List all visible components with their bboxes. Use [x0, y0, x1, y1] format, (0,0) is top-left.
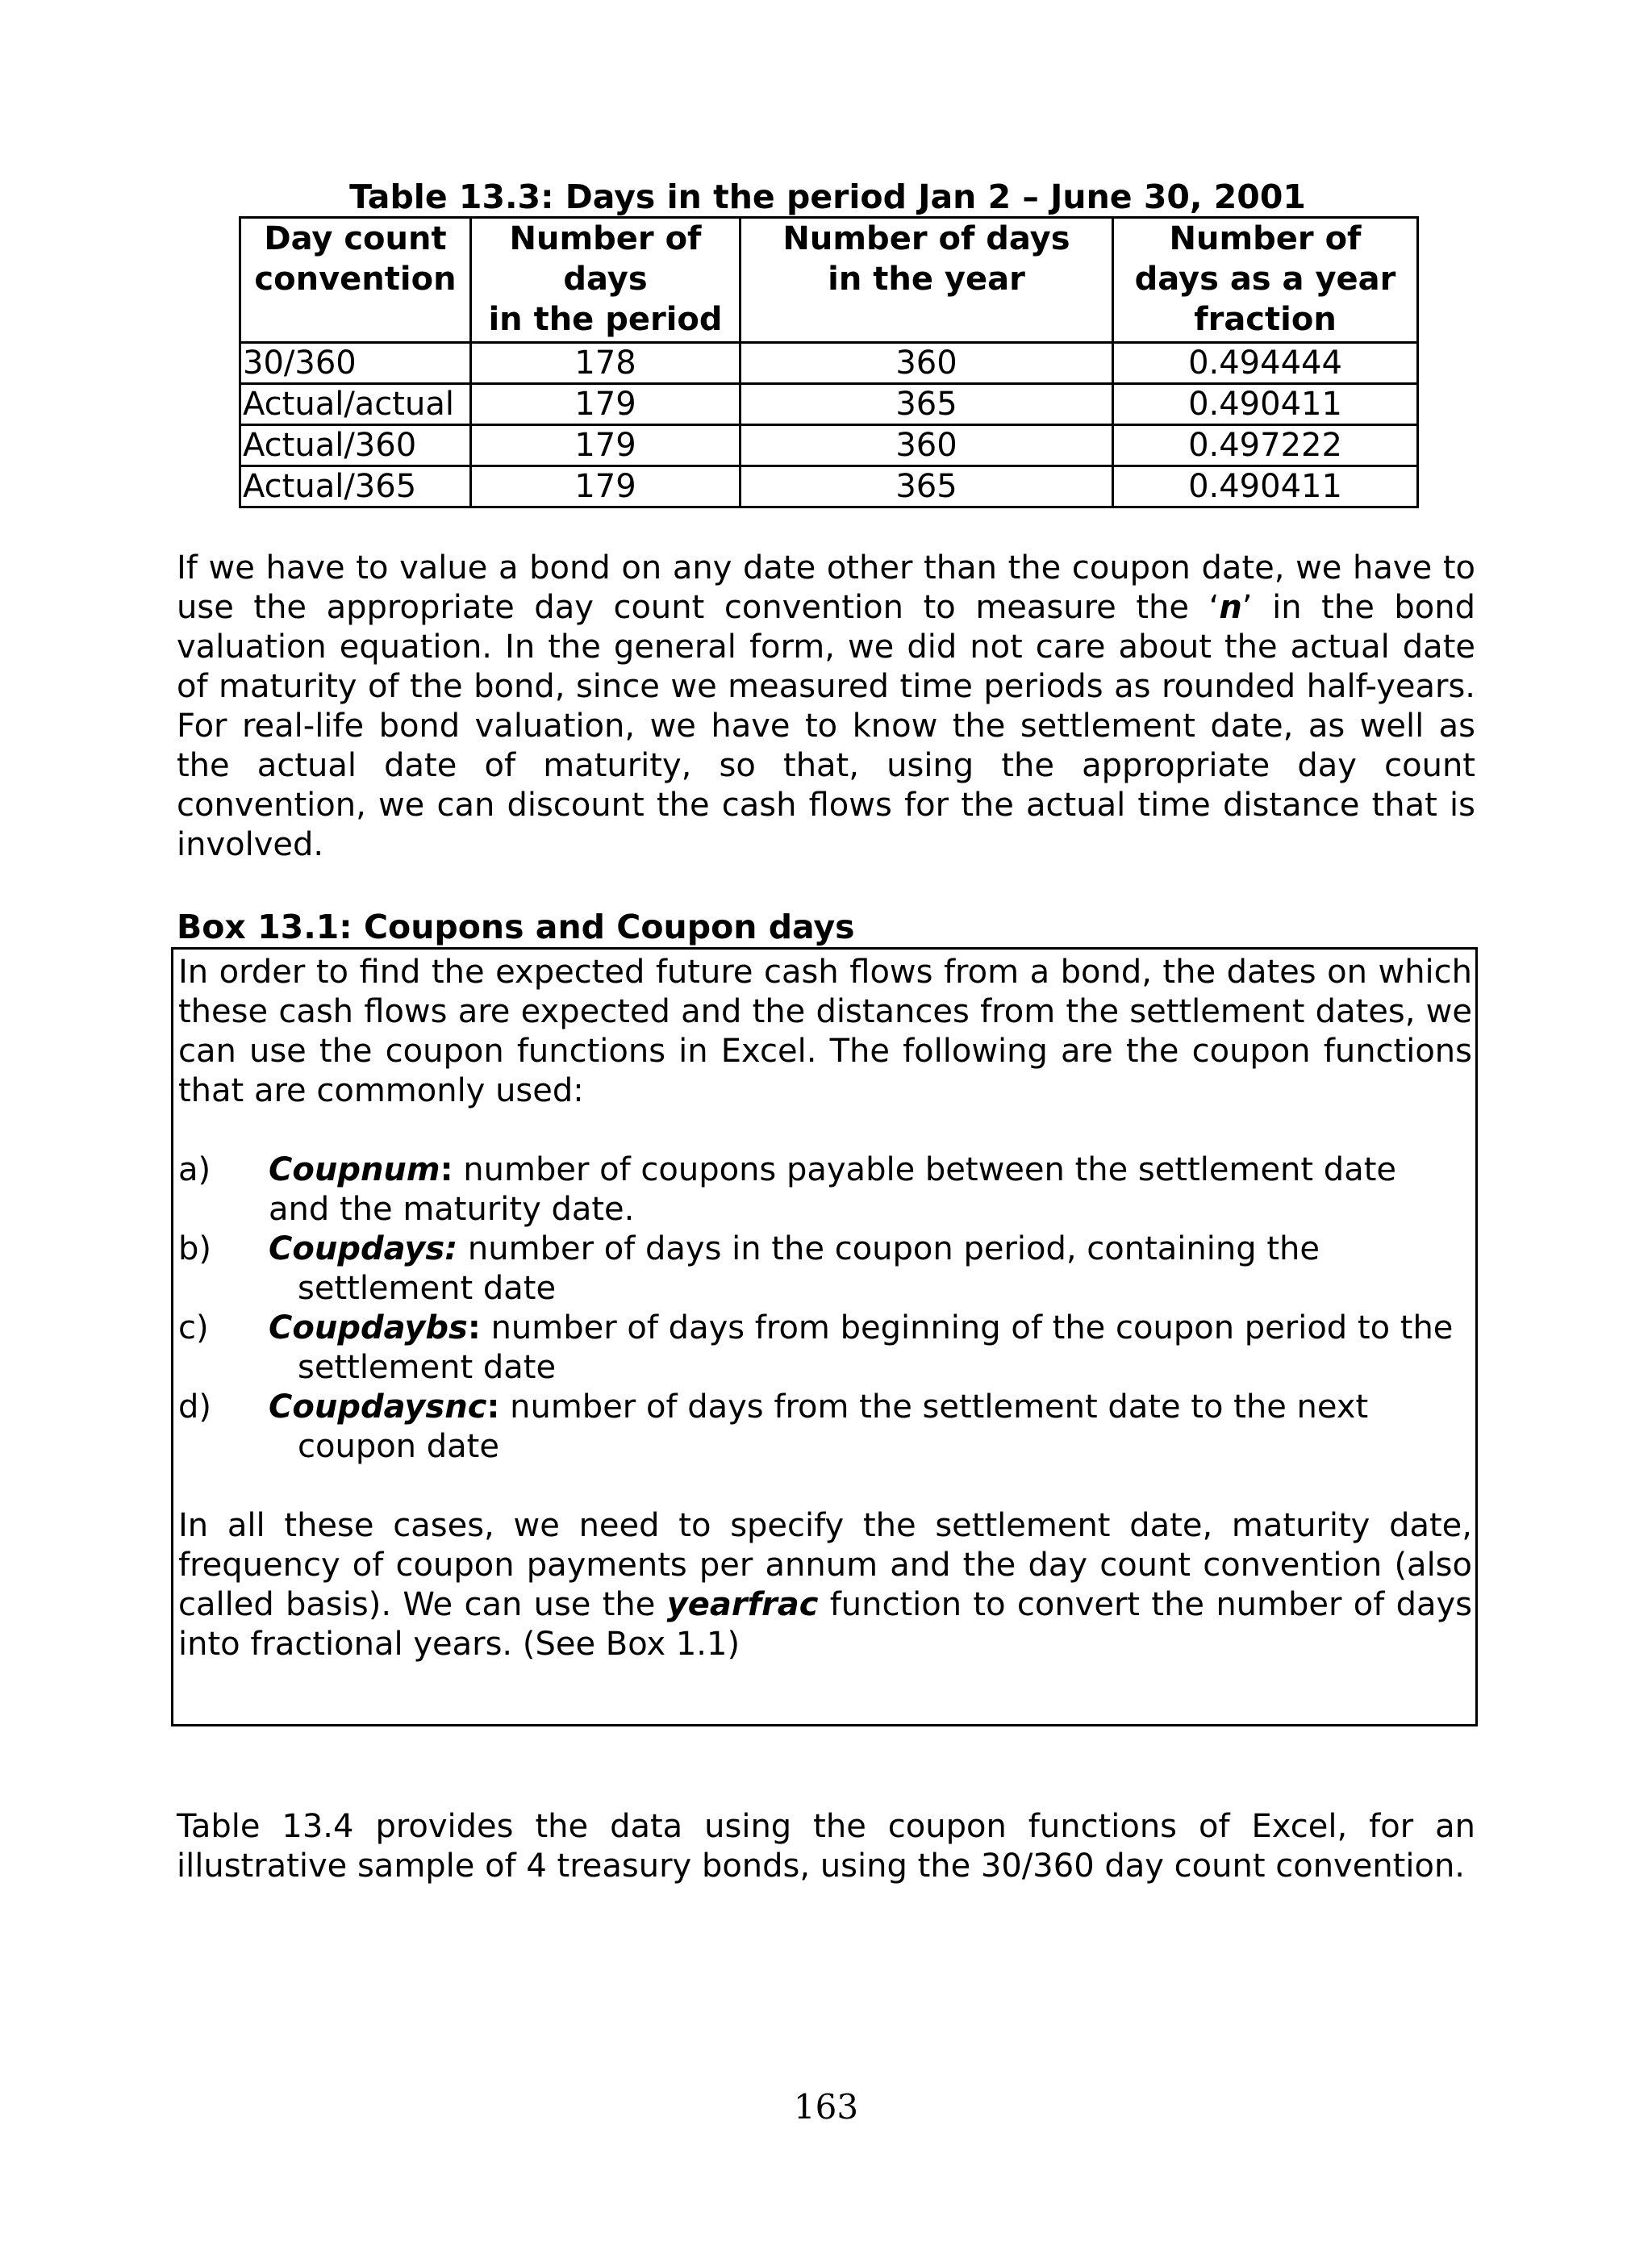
table-cell: 179 — [471, 384, 740, 425]
table-cell: Actual/360 — [240, 425, 471, 466]
table-caption: Table 13.3: Days in the period Jan 2 – June 30, 2001 — [349, 177, 1306, 216]
table-row — [240, 384, 1418, 425]
table-header-row — [240, 218, 1418, 343]
list-item: c) Coupdaybs: number of days from beginning of the coupon period to the settlement date — [178, 1309, 1454, 1386]
box-intro: In order to find the expected future cash flows from a bond, the dates on which these cash flows are expected and the distances from the settlement dates, we can use the coupon functions in Excel. The following are the coupon functions that are commonly used: — [178, 954, 1472, 1109]
table-cell: 0.497222 — [1113, 425, 1418, 466]
table-cell: 0.490411 — [1113, 384, 1418, 425]
n-symbol: n — [1219, 589, 1242, 626]
table-cell: 30/360 — [240, 343, 471, 384]
table-cell: 0.494444 — [1113, 343, 1418, 384]
table-cell: 179 — [471, 425, 740, 466]
function-name: Coupnum — [269, 1151, 440, 1188]
table-cell: 178 — [471, 343, 740, 384]
function-name: Coupdaysnc — [269, 1388, 487, 1426]
list-marker: a) — [178, 1151, 211, 1188]
header-days-in-year: Number of days in the year — [740, 218, 1113, 343]
list-item: b) Coupdays: number of days in the coupon period, containing the settlement date — [178, 1230, 1320, 1307]
table-cell: 360 — [740, 425, 1113, 466]
list-item: d) Coupdaysnc: number of days from the settlement date to the next coupon date — [178, 1388, 1369, 1465]
table-cell: 179 — [471, 466, 740, 507]
table-cell: Actual/actual — [240, 384, 471, 425]
box-title: Box 13.1: Coupons and Coupon days — [177, 908, 855, 946]
coupon-function-list — [178, 1150, 1472, 1467]
body-paragraph-table-intro: Table 13.4 provides the data using the coupon functions of Excel, for an illustrative sample of 4 treasury bonds, using the 30/360 day count convention. — [177, 1808, 1475, 1885]
table-cell: Actual/365 — [240, 466, 471, 507]
header-year-fraction: Number of days as a year fraction — [1113, 218, 1418, 343]
table-row — [240, 425, 1418, 466]
yearfrac-keyword: yearfrac — [666, 1586, 819, 1623]
table-cell: 365 — [740, 384, 1113, 425]
header-day-count-convention: Day count convention — [240, 218, 471, 343]
list-marker: c) — [178, 1309, 209, 1346]
table-cell: 365 — [740, 466, 1113, 507]
coupon-box — [171, 947, 1478, 1726]
table-cell: 0.490411 — [1113, 466, 1418, 507]
day-count-table — [239, 216, 1419, 508]
header-days-in-period: Number of days in the period — [471, 218, 740, 343]
function-name: Coupdaybs — [269, 1309, 468, 1346]
body-paragraph-valuation: If we have to value a bond on any date other than the coupon date, we have to use the appropriate day count convention to measure the ‘n’ in the bond valuation equation. In the general form, we did not care about the actual date of maturity of the bond, since we measured time periods as rounded half-years. For real-life bond valuation, we have to know the settlement date, as well as the actual date of maturity, so that, using the appropriate day count convention, we can discount the cash flows for the actual time distance that is involved. — [177, 549, 1475, 863]
list-item: a) Coupnum: number of coupons payable between the settlement date and the maturity date. — [178, 1151, 1396, 1228]
list-marker: d) — [178, 1388, 211, 1426]
function-name: Coupdays: — [269, 1230, 458, 1267]
table-row — [240, 466, 1418, 507]
table-cell: 360 — [740, 343, 1113, 384]
list-marker: b) — [178, 1230, 211, 1267]
page-number: 163 — [793, 2087, 859, 2127]
table-row — [240, 343, 1418, 384]
box-outro: In all these cases, we need to specify the settlement date, maturity date, frequency of coupon payments per annum and the day count convention (also called basis). We can use the yearfrac function to convert the number of days into fractional years. (See Box 1.1) — [178, 1507, 1473, 1663]
